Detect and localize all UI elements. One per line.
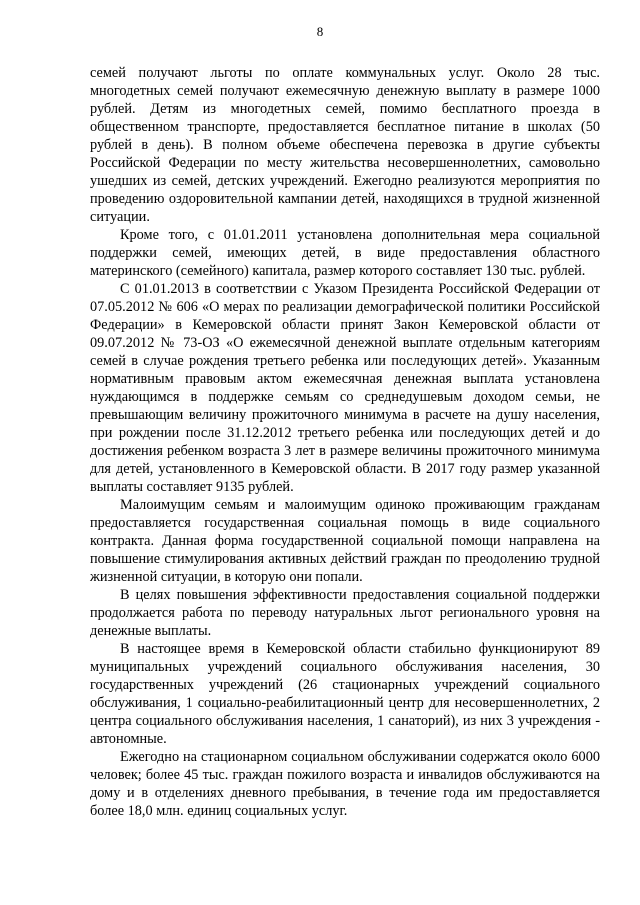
paragraph-monthly-payment-law: С 01.01.2013 в соответствии с Указом Президента Российской Федерации от 07.05.2012 № 606 «О мерах по реализации демографической политики Российской Федерации» в Кемеровской области принят Закон Кемеровской области от 09.07.2012 № 73-ОЗ «О ежемесячной денежной выплате отдельным категориям семей в случае рождения третьего ребенка или последующих детей». Указанным нормативным правовым актом ежемесячная денежная выплата установлена нуждающимся в поддержке семьям со среднедушевым доходом семьи, не превышающим величину прожиточного минимума в расчете на душу населения, при рождении после 31.12.2012 третьего ребенка или последующих детей и до достижения ребенком возраста 3 лет в размере величины прожиточного минимума для детей, установленного в Кемеровской области. В 2017 году размер указанной выплаты составляет 9135 рублей. xyxy=(90,281,600,495)
body-text xyxy=(90,64,600,820)
paragraph-benefits-conversion: В целях повышения эффективности предоставления социальной поддержки продолжается работа по переводу натуральных льгот регионального уровня на денежные выплаты. xyxy=(90,587,600,639)
paragraph-maternity-capital: Кроме того, с 01.01.2011 установлена дополнительная мера социальной поддержки семей, имеющих детей, в виде предоставления областного материнского (семейного) капитала, размер которого составляет 130 тыс. рублей. xyxy=(90,227,600,279)
page-number: 8 xyxy=(316,24,324,39)
paragraph-social-institutions: В настоящее время в Кемеровской области стабильно функционируют 89 муниципальных учреждений социального обслуживания населения, 30 государственных учреждений (26 стационарных учреждений социального обслуживания, 1 социально-реабилитационный центр для несовершеннолетних, 2 центра социального обслуживания населения, 1 санаторий), из них 3 учреждения - автономные. xyxy=(90,641,600,747)
paragraph-residential-care: Ежегодно на стационарном социальном обслуживании содержатся около 6000 человек; более 45 тыс. граждан пожилого возраста и инвалидов обслуживаются на дому и в отделениях дневного пребывания, в течение года им предоставляется более 18,0 млн. единиц социальных услуг. xyxy=(90,749,600,819)
paragraph-social-contract: Малоимущим семьям и малоимущим одиноко проживающим гражданам предоставляется государственная социальная помощь в виде социального контракта. Данная форма государственной социальной помощи направлена на повышение стимулирования активных действий граждан по преодолению трудной жизненной ситуации, в которую они попали. xyxy=(90,497,600,585)
paragraph-continuation: семей получают льготы по оплате коммунальных услуг. Около 28 тыс. многодетных семей получают ежемесячную денежную выплату в размере 1000 рублей. Детям из многодетных семей, помимо бесплатного проезда в общественном транспорте, предоставляется бесплатное питание в школах (50 рублей в день). В полном объеме обеспечена перевозка в другие субъекты Российской Федерации по месту жительства несовершеннолетних, самовольно ушедших из семей, детских учреждений. Ежегодно реализуются мероприятия по проведению оздоровительной кампании детей, находящихся в трудной жизненной ситуации. xyxy=(90,65,600,225)
